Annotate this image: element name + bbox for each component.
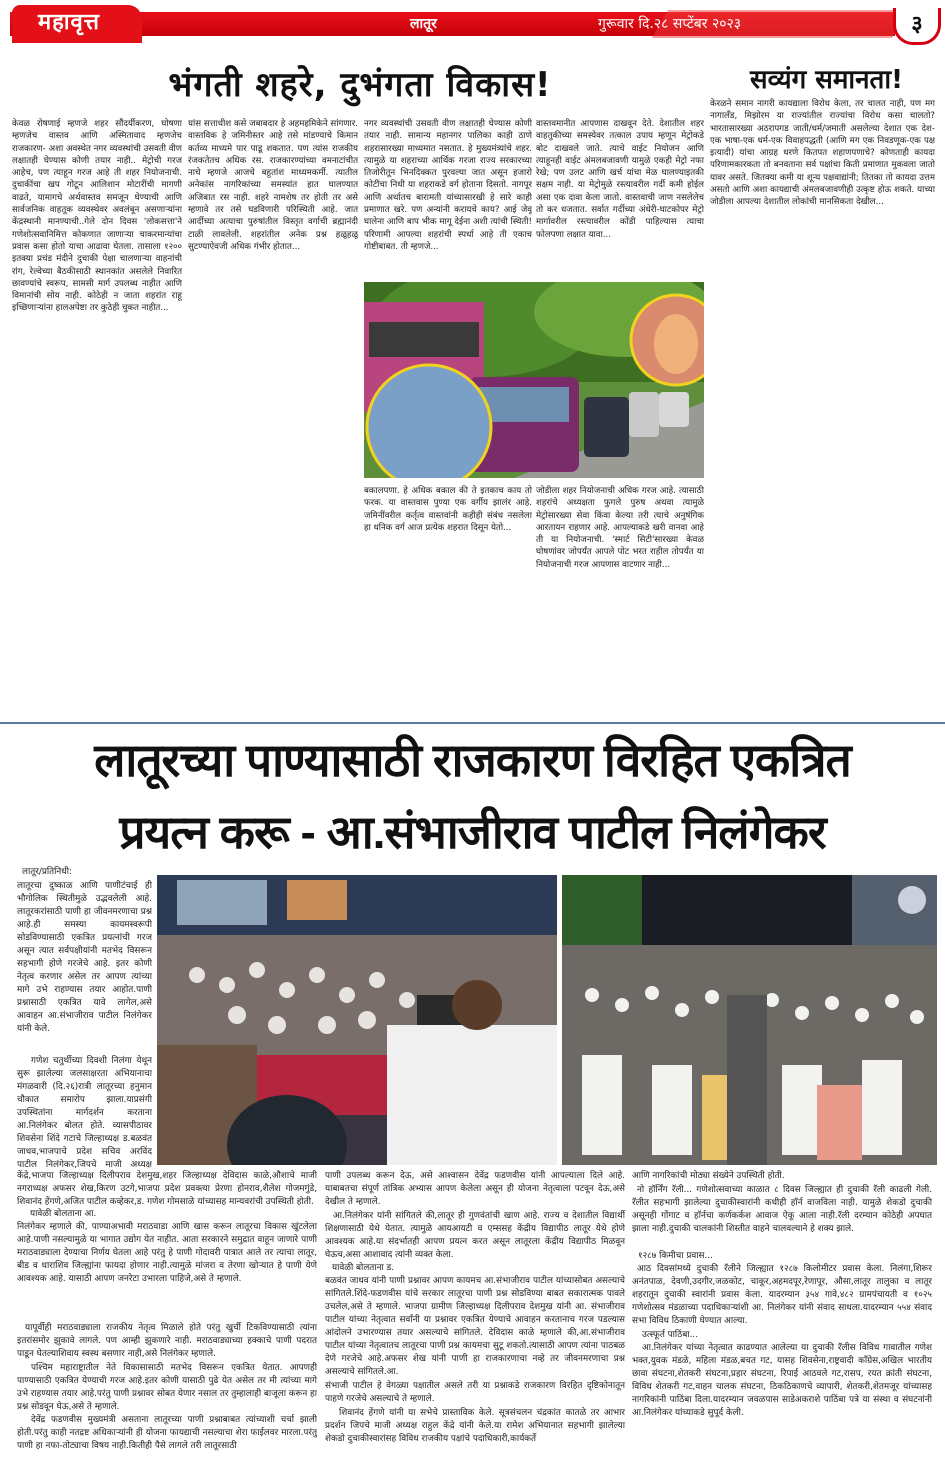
- rally-stage-photo: [157, 875, 557, 1165]
- story1-column-4: वास्तवमानीत आपणास दाखवून देते. देशातील शहर वाहतुकीच्या समस्येवर तत्काल उपाय म्हणून मेट्रोकडे बोट दाखवले जाते. त्याचे वाईट नियोजन आणि त्याहूनही वाईट अंमलबजावणी यामुळे एकही मेट्रो नफा रेखे; पण उलट आणि खर्च यांचा मेळ घालण्याइतकी सक्षम नाही. या मेट्रोमुळे रस्त्यावरील गर्दी कमी होईल असा एक दावा केला जातो. वास्तवाची जाण नसलेलेच तो कर धजतात. सर्वात गर्दीच्या अंधेरी-घाटकोपर मेट्रो मार्गावरील रस्त्यावरील कोंडी पाहिल्यास त्याचा फोलपणा लक्षात यावा...: [536, 119, 704, 240]
- story3-right-6: आ.निलंगेकर यांच्या नेतृत्वात काढण्यात आलेल्या या दुचाकी रॅलीस विविध गावातील गणेश भक्त,युवक मंडळे, महिला मंडळ,बचत गट, यासह शिवसेना,राष्ट्रवादी कॉंग्रेस,अखिल भारतीय छावा संघटना,शेतकरी संघटना,प्रहार संघटना, रिपाई आठवले गट,रासप, रयत क्रांती संघटना, विविध शेतकरी गट,वाहन चालक संघटना, ठिकठिकाणचे व्यापारी, शेतकरी,शेतमजूर यांच्यासह नागरिकांनी पाठिंबा दिला.यादरम्यान जवळपास साडेअकराशे पाठिंबा पत्रे या संस्था व संघटनांनी आ.निलंगेकर यांच्याकडे सुपूर्द केली.: [632, 1343, 932, 1418]
- story3-headline-line2: प्रयत्न करू - आ.संभाजीराव पाटील निलंगेकर: [119, 806, 826, 858]
- issue-date: गुरूवार दि.२८ सप्टेंबर २०२३: [598, 16, 742, 32]
- story1-column-3: नगर व्यवस्थांची उसवती वीण लक्षातही घेण्यास कोणी तयार नाही. सामान्य महानगर पालिका काही ठाणे शहरासारख्या माध्यमात नसतात. हे मुख्यमंत्र्यांचे शहर. त्यामुळे या शहराच्या आर्थिक गरजा राज्य सरकारच्या तिजोरीतून भिनदिक्कत पुरवल्या जात असून हजारो कोटींचा निधी या शहराकडे वर्ग होताना दिसतो. नागपूर आणि अर्थातच बारामती यांच्यासारखी हे सारे काही प्रमाणात खरे. पण अन्यांनी करायचे काय? आई जेवू घालेना आणि बाप भीक मागू देईना अशी त्यांची स्थिती! परिणामी आपल्या शहरांची स्पर्धा आहे ती एकाच गोष्टीबाबत. ती म्हणजे...: [364, 119, 532, 252]
- page-number: ३: [893, 8, 941, 45]
- story1-headline: भंगती शहरे, दुभंगता विकास!: [168, 65, 552, 105]
- story3-paragraph-7: पश्चिम महाराष्ट्रातील नेते विकासासाठी मतभेद विसरून एकत्रित येतात. आपणही पाण्यासाठी एकत्रित येण्याची गरज आहे.इतर कोणी यासाठी पुढे येत असेल तर मी त्यांच्या मागे उभे राहण्यास तयार आहे.परंतु पाणी प्रश्नावर सोबत येणार नसाल तर तुम्हालाही बाजूला करून हा प्रश्न सोडवून घेऊ,असे ते म्हणाले.: [17, 1363, 317, 1412]
- story1-column-5: बकालपणा. हे अधिक बकाल की ते इतकाच काय तो फरक. या वास्तवास पुण्या एक वर्गीय झालंर आहे. जमिनींवरील कर्तृत्व वास्तवांनी कहीही संबंध नसलेला हा धनिक वर्ग आज प्रत्येक शहरात दिसून येतो...: [364, 486, 532, 533]
- story3-mid-4: बळवंत जाधव यांनी पाणी प्रश्नावर आपण कायमच आ.संभाजीराव पाटील यांच्यासोबत असल्याचे सांगितले.शिंदे-फडणवीस यांचे सरकार लातूरचा पाणी प्रश्न सोडविण्या बाबत सकारात्मक पावले उचलेल,असे ते म्हणाले. भाजपा ग्रामीण जिल्हाध्यक्ष दिलीपराव देशमुख यांनी आ. संभाजीराव पाटील यांच्या नेतृत्वात सर्वांनी या प्रश्नावर एकत्रित येण्याचे आवाहन करतानाच गरज पडल्यास आंदोलने उभारण्यास तयार असल्याचे सांगितले. देविदास काळे म्हणाले की,आ.संभाजीराव पाटील यांच्या नेतृत्वातच लातूरचा पाणी प्रश्न कायमचा सुटू शकतो.त्यासाठी आपण त्यांना पाठबळ देणे गरजेचे आहे.अफसर शेख यांनी पाणी हा राजकारणाचा नव्हे तर जीवनमरणाचा प्रश्न असल्याचे सांगितले.आ.: [325, 1276, 625, 1377]
- story3-mid-5: संभाजी पाटील हे वेगळ्या पक्षातील असले तरी या प्रश्नाकडे राजकारण विरहित दृष्टिकोनातून पाहणे गरजेचे असल्याचे ते म्हणाले.: [325, 1381, 625, 1404]
- story3-paragraph-3: केंद्रे,भाजपा जिल्हाध्यक्ष दिलीपराव देशमुख,शहर जिल्हाध्यक्ष देविदास काळे,औशाचे माजी नगराध्यक्ष अफसर शेख,किरण उटगे,भाजपा प्रदेश प्रवक्त्या प्रेरणा होनराव,शैलेश गोजमगुंडे, शिवानंद हेंगणे,अजित पाटील कव्हेकर,ड. गणेश गोमसाळे यांच्यासह मान्यवरांची उपस्थिती होती.: [17, 1171, 317, 1207]
- story3-right-5: उत्स्फूर्त पाठिंबा...: [642, 1330, 699, 1340]
- story1-column-2: यांस सत्ताधीश कसे जबाबदार हे अहमहमिकेने सांगणार. वास्तविक हे जमिनीस्तर आहे तसे मांडण्याचे किमान कर्तव्य माध्यमे पार पाडू शकतात. पण त्यांस राजकीय रंजकतेतच अधिक रस. राजकारण्यांच्या वमनाटांचीत नाचे म्हणजे आजचे बहुतांश माध्यमकर्मी. त्यातील अनेकांस नागरिकांच्या समस्यांत हात घालण्यात अजिबात रस नाही. शहरे नामशेष तर होती तर असे म्हणावे तर तसे घडविणारी परिस्थिती आहे. जात आर्दीच्या अत्याचा पुरुषांतील विस्तृत वर्गाची ब्रह्मानंदी टाळी लावलेली. शहरांतील अनेक प्रश्न हळूहळू सुटण्याऐवजी अधिक गंभीर होतात...: [188, 119, 358, 252]
- story3-right-1: आणि नागरिकांची मोठ्या संख्येने उपस्थिती होती.: [632, 1171, 785, 1181]
- newspaper-logo: महावृत्त: [38, 10, 100, 35]
- story2-headline: सव्यंग समानता!: [750, 65, 903, 95]
- story3-mid-1: पाणी उपलब्ध करून देऊ, असे आश्वासन देवेंद्र फडणवीस यांनी आपल्याला दिले आहे. याबाबतचा संपूर्ण तांत्रिक अभ्यास आपण केलेला असून ही योजना नेतृत्वाला पटवून देऊ,असे देखील ते म्हणाले.: [325, 1171, 625, 1207]
- story3-headline-line1: लातूरच्या पाण्यासाठी राजकारण विरहित एकत्रित: [94, 734, 851, 786]
- story3-right-3: १२८७ किमीचा प्रवास...: [638, 1251, 713, 1261]
- story3-dateline: लातूर/प्रतिनिधी:: [22, 867, 72, 877]
- story3-paragraph-4: यावेळी बोलताना आ.: [30, 1209, 97, 1219]
- traffic-jam-photo: [364, 282, 704, 478]
- story3-paragraph-6: यापूर्वीही मराठवाड्याला राजकीय नेतृत्व मिळाले होते परंतु खुर्ची टिकविण्यासाठी त्यांना इतरांसमोर झुकावे लागले. पण आम्ही झुकणारे नाही. मराठवाड्याच्या हक्काचे पाणी पदरात पाडून घेतल्याशिवाय स्वस्थ बसणार नाही,असे निलंगेकर म्हणाले.: [17, 1323, 317, 1359]
- story3-right-2: नो हॉर्निंग रॅली... गणेशोत्सवाच्या काळात ८ दिवस जिल्ह्यात ही दुचाकी रॅली काढली गेली. रॅलीत सहभागी झालेल्या दुचाकीस्वारांनी कधीही हॉर्न वाजविला नाही. यामुळे शेकडो दुचाकी असूनही गोंगाट व हॉर्नचा कर्णकर्कश आवाज ऐकू आला नाही.रॅली दरम्यान कोठेही अपघात झाला नाही.दुचाकी चालकांनी शिस्तीत वाहने चालवल्याने हे शक्य झाले.: [632, 1185, 932, 1234]
- story3-mid-3: यावेळी बोलताना ड.: [332, 1263, 395, 1273]
- story3-paragraph-8: देवेंद्र फडणवीस मुख्यमंत्री असताना लातूरच्या पाणी प्रश्नाबाबत त्यांच्याशी चर्चा झाली होती.परंतु काही नतद्रष्ट अधिकाऱ्यांनी ही योजना फायद्याची नसल्याचा शेरा फाईलवर मारला.परंतु पाणी हा नफा-तोट्याचा विषय नाही.कितीही पैसे लागले तरी लातूरसाठी: [17, 1415, 317, 1451]
- story3-right-4: आठ दिवसांमध्ये दुचाकी रॅलीने जिल्ह्यात १२८७ किलोमीटर प्रवास केला. निलंगा,शिरूर अनंतपाळ, देवणी,उदगीर,जळकोट, चाकूर,अहमदपूर,रेणापूर, औसा,लातूर तालुका व लातूर शहरातून दुचाकी स्वारांनी प्रवास केला. यादरम्यान ३५४ गावे,४८२ ग्रामपंचायती व १०२५ गणेशोत्सव मंडळाच्या पदाधिकाऱ्यांशी आ. निलंगेकर यांनी संवाद साधला.यादरम्यान ५५४ संवाद सभा विविध ठिकाणी घेण्यात आल्या.: [632, 1264, 932, 1326]
- story3-intro: लातूरचा दुष्काळ आणि पाणीटंचाई ही भौगोलिक स्थितीमुळे उद्भवलेली आहे. लातूरकरांसाठी पाणी हा जीवनमरणाचा प्रश्न आहे.ही समस्या कायमस्वरूपी सोडविण्यासाठी एकत्रित प्रयत्नांची गरज असून त्यात सर्वपक्षीयांनी मतभेद विसरून सहभागी होणे गरजेचे आहे. इतर कोणी नेतृत्व करणार असेल तर आपण त्यांच्या मागे उभे राहण्यास तयार आहोत.पाणी प्रश्नासाठी एकत्रित यावे लागेल,असे आवाहन आ.संभाजीराव पाटील निलंगेकर यांनी केले.: [17, 881, 152, 1034]
- masthead: [0, 0, 945, 55]
- section-divider: [0, 722, 945, 724]
- story3-paragraph-5: निलंगेकर म्हणाले की, पाण्याअभावी मराठवाडा आणि खास करून लातूरचा विकास खुंटलेला आहे.पाणी नसल्यामुळे या भागात उद्योग येत नाहीत. आता सरकारने समुद्रात वाहून जाणारे पाणी मराठवाड्याला देण्याचा निर्णय घेतला आहे परंतु हे पाणी गोदावरी पात्रात आले तर त्याचा लातूर, बीड व धाराशिव जिल्ह्यांना फायदा होणार नाही.त्यामुळे मांजरा व तेरणा खोऱ्यात हे पाणी येणे आवश्यक आहे. यासाठी आपण जनरेटा उभारला पाहिजे,असे ते म्हणाले.: [17, 1222, 317, 1284]
- story3-paragraph-2: गणेश चतुर्थीच्या दिवशी निलंगा येथून सुरू झालेल्या जलसाक्षरता अभियानाचा मंगळवारी (दि.२६)रात्री लातूरच्या हनुमान चौकात समारोप झाला.याप्रसंगी उपस्थितांना मार्गदर्शन करताना आ.निलंगेकर बोलत होते. व्यासपीठावर शिवसेना शिंदे गटाचे जिल्हाध्यक्ष ड.बळवंत जाधव,भाजपाचे प्रदेश सचिव अरविंद पाटील निलंगेकर,जिपचे माजी अध्यक्ष: [17, 1056, 152, 1169]
- story1-column-1: केवळ रोषणाई म्हणजे शहर सौंदर्यीकरण, घोषणा म्हणजेच वास्तव आणि अस्मितावाद म्हणजेच राजकारण- अशा अवस्थेत नगर व्यवस्थांची उसवती वीण लक्षातही घेण्यास कोणी तयार नाही.. मेट्रोची गरज आहेच, पण त्याहून गरज आहे ती शहर नियोजनाची. दुचाकींचा खप गोटून आलिशान मोटारींची मागणी वाढते, यामागचे अर्थवास्तव समजून घेण्याची आणि सार्वजनिक वाहतूक व्यवस्थेवर अवलंबून असणाऱ्यांना केंद्रस्थानी मानण्याची..गेले दोन दिवस 'लोकसत्ता'ने गणेशोत्सवानिमित्त कोकणात जाणाऱ्या चाकरमान्यांचा प्रवास कसा होतो याचा आढावा घेतला. तासाला १२०० इतक्या प्रचंड मंदीने दुचाकी पेक्षा चालणाऱ्या वाहनांची रांग, रेल्वेच्या बैठकीसाठी स्थानकांत असलेले निवारित छावण्यांचे स्वरूप, सामसी मार्ग उपलब्ध नाहीत आणि विमानांची सोय नाही. कोठेही न जाता शहरांत राहू इच्छिणाऱ्यांना हालअपेष्टा तर कुठेही चुकत नाहीत...: [12, 119, 182, 314]
- edition-city: लातूर: [410, 16, 437, 32]
- story3-mid-2: आ.निलंगेकर यांनी सांगितले की,लातूर ही गुणवंतांची खाण आहे. राज्य व देशातील विद्यार्थी शिक्षणासाठी येथे येतात. त्यामुळे आयआयटी व एम्ससह केंद्रीय विद्यापीठ लातूर येथे होणे आवश्यक आहे.या संदर्भातही आपण प्रयत्न करत असून लातूरला केंद्रीय विद्यापीठ मिळवून घेऊच,असा आशावाद त्यांनी व्यक्त केला.: [325, 1211, 625, 1260]
- rally-crowd-photo: [562, 875, 937, 1165]
- story1-column-6: जोडीला शहर नियोजनाची अधिक गरज आहे. त्यासाठी शहरांचे अध्यक्षता फुगले पुरुष अथवा त्यामुळे मेट्रोसारख्या सेवा किंवा केल्या तरी त्याचे अनुषंगिक आरतायन राहणार आहे. आपल्याकडे खरी वानवा आहे ती या नियोजनाची. 'स्मार्ट सिटी'सारख्या केवळ घोषणांवर जोपर्यंत आपले पोट भरत राहील तोपर्यंत या नियोजनाची गरज आपणास वाटणार नाही...: [536, 486, 704, 570]
- story2-body: केरळने समान नागरी कायद्याला विरोध केला, तर चालत नाही, पण मग नागालँड, मिझोरम या राज्यांतील राज्यांचा विरोध कसा चालतो? भारतासारख्या अठरापगड जाती/धर्म/जमाती असलेल्या देशात एक देश-एक भाषा-एक धर्म-एक विवाहपद्धती (आणि मग एक निवडणूक-एक पक्ष इत्यादी) यांचा आग्रह धरणे कितपत शहाणपणाचे? कोणताही कायदा परिणामकारकता तो बनवताना सर्व पक्षांचा किती प्रमाणात मुकवला जातो यावर असते. जितक्या कमी या शून्य पक्षवाद्यांनी; तितका तो कायदा उत्तम असतो आणि अशा कायद्याची अंमलबजावणीही उत्कृष्ट होऊ शकते. याच्या जोडीला आपल्या देशातील लोकांची मानसिकता देखील...: [710, 99, 935, 208]
- story3-mid-6: शिवानंद हेंगणे यांनी या सभेचे प्रास्ताविक केले. सूत्रसंचलन चंद्रकांत कातळे तर आभार प्रदर्शन जिपचे माजी अध्यक्ष राहुल केंद्रे यांनी केले.या रामेश अभियानात सहभागी झालेल्या शेकडो दुचाकीस्वारांसह विविध राजकीय पक्षांचे पदाधिकारी,कार्यकर्ते: [325, 1408, 625, 1444]
